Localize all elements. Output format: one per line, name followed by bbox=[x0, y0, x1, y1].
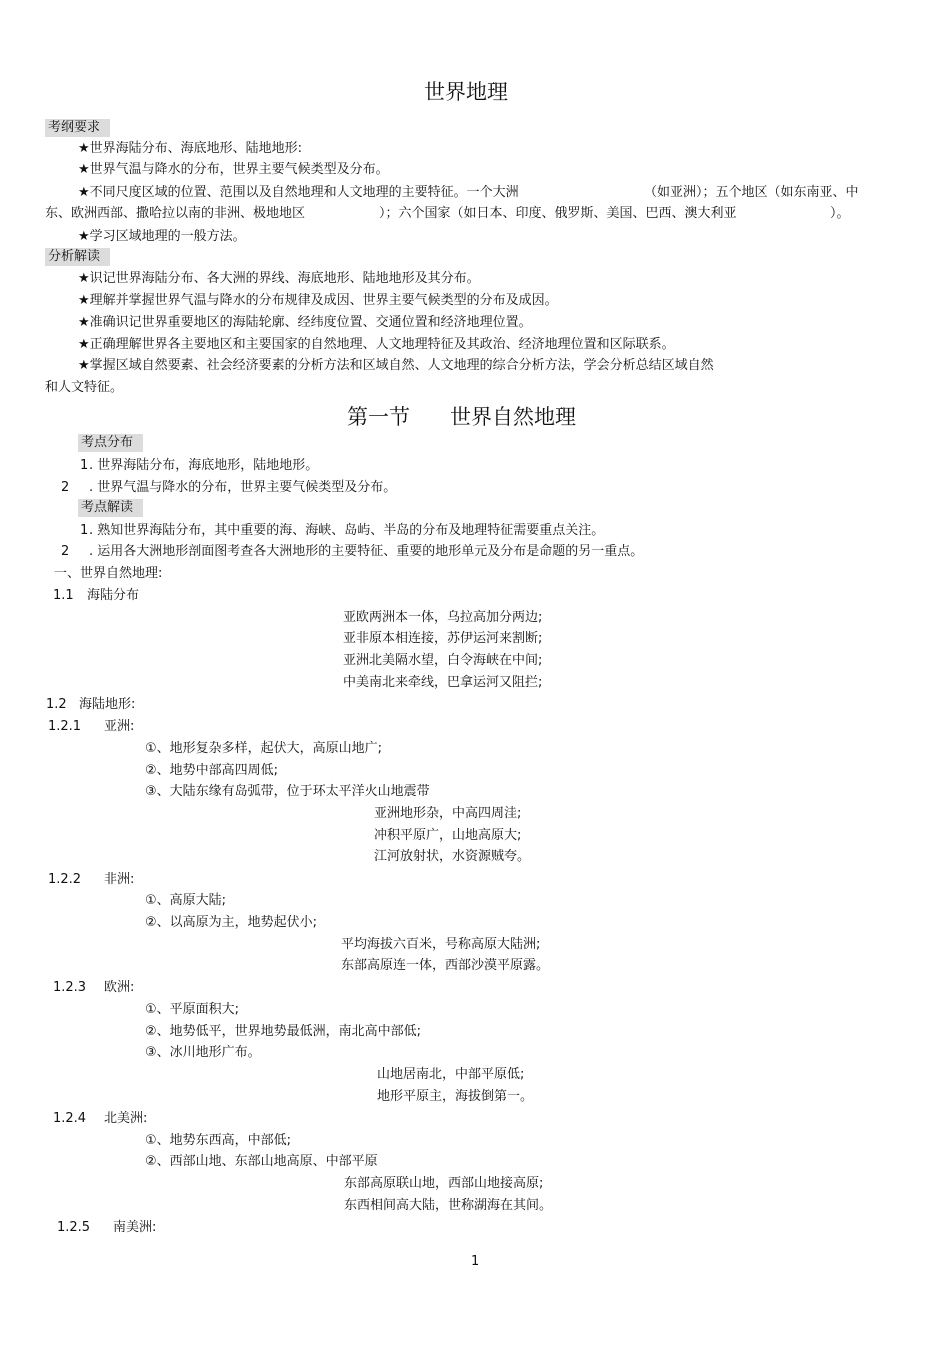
feature-point: ①、平原面积大; bbox=[145, 1002, 240, 1017]
continent-title: 非洲: bbox=[104, 872, 135, 887]
syllabus-item: ★世界海陆分布、海底地形、陆地地形: bbox=[78, 141, 303, 156]
syllabus-item: ★学习区域地理的一般方法。 bbox=[78, 229, 246, 244]
analysis-item: ★准确识记世界重要地区的海陆轮廓、经纬度位置、交通位置和经济地理位置。 bbox=[78, 315, 532, 330]
exam-interp-label: 考点解读 bbox=[78, 499, 143, 517]
feature-point: ②、地势中部高四周低; bbox=[145, 763, 279, 778]
subsection-number: 1.1 bbox=[53, 588, 74, 603]
feature-point: ③、大陆东缘有岛弧带，位于环太平洋火山地震带 bbox=[145, 784, 430, 799]
document-title: 世界地理 bbox=[424, 80, 508, 104]
verse-line: 亚欧两洲本一体，乌拉高加分两边; bbox=[343, 610, 543, 625]
analysis-item: ★识记世界海陆分布、各大洲的界线、海底地形、陆地地形及其分布。 bbox=[78, 271, 480, 286]
subsection-title: 海陆地形: bbox=[79, 697, 136, 712]
analysis-item: ★掌握区域自然要素、社会经济要素的分析方法和区域自然、人文地理的综合分析方法，学会分析总结区域自然 bbox=[78, 358, 714, 373]
exam-interp-number: 1 bbox=[80, 523, 89, 538]
section-number: 第一节 bbox=[347, 405, 410, 429]
verse-line: 平均海拔六百米，号称高原大陆洲; bbox=[341, 937, 541, 952]
exam-point-text: . 世界气温与降水的分布，世界主要气候类型及分布。 bbox=[89, 480, 397, 495]
continent-title: 欧洲: bbox=[104, 980, 135, 995]
verse-line: 山地居南北，中部平原低; bbox=[377, 1067, 525, 1082]
verse-line: 东部高原连一体，西部沙漠平原露。 bbox=[341, 958, 550, 973]
analysis-item: ★正确理解世界各主要地区和主要国家的自然地理、人文地理特征及其政治、经济地理位置和区际联系。 bbox=[78, 337, 675, 352]
continent-number: 1.2.4 bbox=[53, 1111, 87, 1126]
exam-point-number: 1 bbox=[80, 458, 89, 473]
continent-number: 1.2.2 bbox=[48, 872, 82, 887]
verse-line: 亚洲地形杂，中高四周洼; bbox=[374, 806, 522, 821]
exam-interp-number: 2 bbox=[61, 544, 70, 559]
analysis-item: ★理解并掌握世界气温与降水的分布规律及成因、世界主要气候类型的分布及成因。 bbox=[78, 293, 558, 308]
feature-point: ①、地形复杂多样，起伏大，高原山地广; bbox=[145, 741, 383, 756]
feature-point: ①、地势东西高，中部低; bbox=[145, 1133, 292, 1148]
exam-points-label: 考点分布 bbox=[78, 434, 143, 452]
syllabus-item: （如亚洲）；五个地区（如东南亚、中 bbox=[644, 185, 859, 200]
section-title: 世界自然地理 bbox=[450, 405, 576, 429]
feature-point: ②、以高原为主，地势起伏小; bbox=[145, 915, 318, 930]
verse-line: 江河放射状，水资源贼夸。 bbox=[374, 849, 531, 864]
subsection-number: 1.2 bbox=[46, 697, 67, 712]
verse-line: 冲积平原广，山地高原大; bbox=[374, 828, 522, 843]
syllabus-item: ★世界气温与降水的分布，世界主要气候类型及分布。 bbox=[78, 162, 389, 177]
part-heading: 一、世界自然地理: bbox=[54, 566, 163, 581]
continent-title: 南美洲: bbox=[113, 1220, 157, 1235]
feature-point: ②、地势低平，世界地势最低洲，南北高中部低; bbox=[145, 1024, 422, 1039]
syllabus-item: ）。 bbox=[830, 206, 850, 221]
feature-point: ①、高原大陆; bbox=[145, 893, 227, 908]
exam-interp-text: . 熟知世界海陆分布，其中重要的海、海峡、岛屿、半岛的分布及地理特征需要重点关注。 bbox=[89, 523, 605, 538]
verse-line: 亚非原本相连接，苏伊运河来割断; bbox=[343, 631, 543, 646]
continent-title: 北美洲: bbox=[104, 1111, 148, 1126]
verse-line: 中美南北来牵线，巴拿运河又阻拦; bbox=[343, 675, 543, 690]
syllabus-item: 东、欧洲西部、撒哈拉以南的非洲、极地地区 bbox=[45, 206, 306, 221]
analysis-label: 分析解读 bbox=[45, 248, 110, 266]
verse-line: 东部高原联山地，西部山地接高原; bbox=[344, 1176, 544, 1191]
continent-number: 1.2.1 bbox=[48, 719, 82, 734]
exam-interp-text: . 运用各大洲地形剖面图考查各大洲地形的主要特征、重要的地形单元及分布是命题的另一重点。 bbox=[89, 544, 644, 559]
feature-point: ③、冰川地形广布。 bbox=[145, 1045, 261, 1060]
continent-number: 1.2.3 bbox=[53, 980, 87, 995]
verse-line: 地形平原主，海拔倒第一。 bbox=[377, 1089, 534, 1104]
feature-point: ②、西部山地、东部山地高原、中部平原 bbox=[145, 1154, 378, 1169]
continent-title: 亚洲: bbox=[104, 719, 135, 734]
subsection-title: 海陆分布 bbox=[87, 588, 140, 603]
exam-point-text: . 世界海陆分布，海底地形，陆地地形。 bbox=[89, 458, 319, 473]
exam-point-number: 2 bbox=[61, 480, 70, 495]
syllabus-item: ★不同尺度区域的位置、范围以及自然地理和人文地理的主要特征。一个大洲 bbox=[78, 185, 519, 200]
analysis-item: 和人文特征。 bbox=[45, 380, 124, 395]
syllabus-item: ）；六个国家（如日本、印度、俄罗斯、美国、巴西、澳大利亚 bbox=[379, 206, 737, 221]
page-number: 1 bbox=[471, 1254, 480, 1269]
verse-line: 东西相间高大陆，世称湖海在其间。 bbox=[344, 1198, 553, 1213]
continent-number: 1.2.5 bbox=[57, 1220, 91, 1235]
verse-line: 亚洲北美隔水望，白令海峡在中间; bbox=[343, 653, 543, 668]
syllabus-label: 考纲要求 bbox=[45, 119, 110, 137]
